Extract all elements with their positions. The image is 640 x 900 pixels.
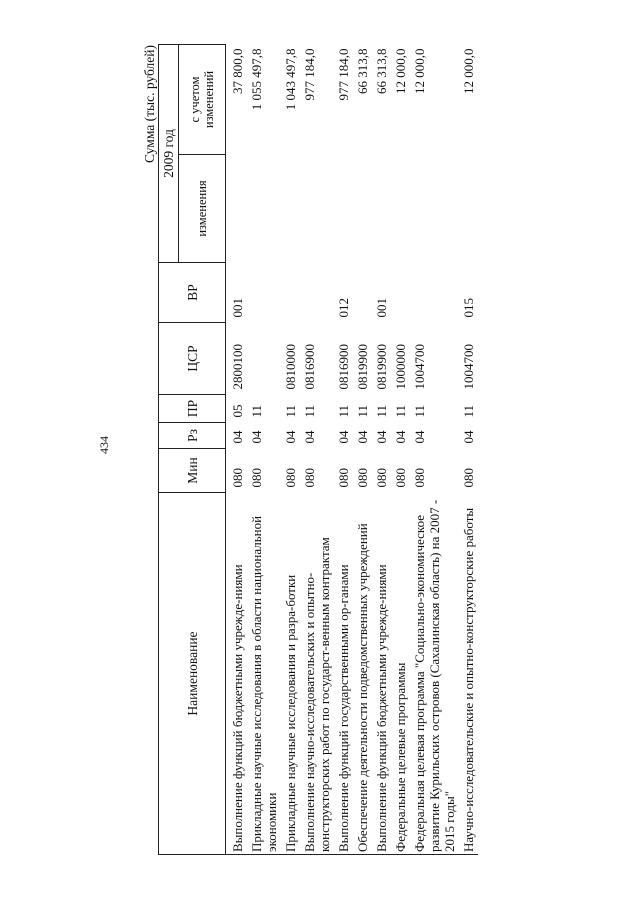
cell-min: 080: [355, 468, 370, 488]
header-name: Наименование: [159, 493, 226, 855]
cell-pr: 11: [302, 404, 317, 418]
cell-vr: [391, 263, 410, 323]
cell-vr: 012: [336, 298, 351, 318]
cell-csr: 0816900: [302, 344, 317, 390]
cell-csr: 0810000: [283, 344, 298, 390]
table-row: [410, 45, 459, 855]
header-min: Мин: [159, 449, 226, 493]
table-row: [391, 45, 410, 855]
cell-with-changes: 12 000,0: [393, 48, 408, 94]
cell-csr: 2800100: [230, 344, 245, 390]
table-row: [281, 45, 300, 855]
cell-rz: 04: [336, 430, 351, 444]
cell-min: 080: [393, 468, 408, 488]
cell-csr: 0816900: [336, 344, 351, 390]
cell-vr: [353, 263, 372, 323]
cell-rz: 04: [374, 430, 389, 444]
cell-with-changes: 977 184,0: [336, 48, 351, 101]
cell-min: 080: [336, 468, 351, 488]
cell-vr: [247, 263, 281, 323]
cell-csr: 0819900: [355, 344, 370, 390]
table-body: [226, 45, 479, 855]
cell-name: Выполнение функций государственными ор-ганами: [334, 493, 353, 855]
cell-with-changes: 977 184,0: [302, 48, 317, 101]
table-row: [226, 45, 248, 855]
cell-name: Прикладные научные исследования в области национальной экономики: [247, 493, 281, 855]
cell-with-changes: 1 043 497,8: [283, 48, 298, 111]
cell-with-changes: 66 313,8: [355, 48, 370, 94]
page-number: 434: [97, 436, 111, 454]
cell-name: Федеральная целевая программа "Социально-экономическое развитие Курильских островов (Сахалинская область) на 2007 - 2015 годы": [410, 493, 459, 855]
table-row: [372, 45, 391, 855]
cell-rz: 04: [393, 430, 408, 444]
cell-name: Выполнение научно-исследовательских и опытно-конструкторских работ по государст-венным контрактам: [300, 493, 334, 855]
header-changes: изменения: [179, 155, 226, 263]
header-pr: ПР: [159, 395, 226, 423]
cell-pr: 11: [336, 404, 351, 418]
cell-min: 080: [302, 468, 317, 488]
header-with-changes: с учетом изменений: [179, 45, 226, 155]
cell-rz: 04: [461, 430, 476, 444]
cell-with-changes: 12 000,0: [412, 48, 427, 94]
cell-pr: 11: [412, 404, 427, 418]
cell-rz: 04: [230, 430, 245, 444]
cell-name: Федеральные целевые программы: [391, 493, 410, 855]
cell-changes: [391, 155, 410, 263]
table-row: [459, 45, 478, 855]
cell-min: 080: [283, 468, 298, 488]
cell-vr: 015: [461, 298, 476, 318]
table-row: [247, 45, 281, 855]
cell-min: 080: [230, 468, 245, 488]
cell-pr: 11: [249, 404, 264, 418]
cell-csr: 1000000: [393, 344, 408, 390]
cell-changes: [247, 155, 281, 263]
cell-vr: [281, 263, 300, 323]
cell-name: Выполнение функций бюджетными учрежде-ниями: [226, 493, 248, 855]
cell-pr: 05: [230, 404, 245, 418]
cell-rz: 04: [249, 430, 264, 444]
cell-vr: 001: [230, 298, 245, 318]
cell-changes: [300, 155, 334, 263]
cell-vr: [410, 263, 459, 323]
cell-changes: [459, 155, 478, 263]
cell-rz: 04: [302, 430, 317, 444]
header-rz: Рз: [159, 423, 226, 449]
cell-csr: 0819900: [374, 344, 389, 390]
table-row: [353, 45, 372, 855]
rotated-page: [60, 45, 620, 855]
cell-pr: 11: [393, 404, 408, 418]
cell-min: 080: [461, 468, 476, 488]
cell-min: 080: [412, 468, 427, 488]
cell-vr: 001: [374, 298, 389, 318]
header-csr: ЦСР: [159, 323, 226, 395]
cell-pr: 11: [283, 404, 298, 418]
cell-pr: 11: [461, 404, 476, 418]
cell-rz: 04: [283, 430, 298, 444]
cell-with-changes: 37 800,0: [230, 48, 245, 94]
budget-table: [158, 44, 478, 855]
cell-with-changes: 1 055 497,8: [249, 48, 264, 111]
header-year: 2009 год: [159, 45, 179, 263]
cell-min: 080: [249, 468, 264, 488]
cell-csr: [247, 323, 281, 395]
cell-changes: [281, 155, 300, 263]
cell-with-changes: 66 313,8: [374, 48, 389, 94]
table-row: [334, 45, 353, 855]
cell-name: Научно-исследовательские и опытно-конструкторские работы: [459, 493, 478, 855]
cell-name: Обеспечение деятельности подведомственных учреждений: [353, 493, 372, 855]
cell-vr: [300, 263, 334, 323]
cell-name: Прикладные научные исследования и разра-ботки: [281, 493, 300, 855]
cell-min: 080: [374, 468, 389, 488]
cell-rz: 04: [355, 430, 370, 444]
cell-changes: [410, 155, 459, 263]
cell-with-changes: 12 000,0: [461, 48, 476, 94]
cell-pr: 11: [374, 404, 389, 418]
cell-pr: 11: [355, 404, 370, 418]
header-vr: ВР: [159, 263, 226, 323]
cell-changes: [353, 155, 372, 263]
cell-changes: [226, 155, 248, 263]
cell-rz: 04: [412, 430, 427, 444]
units-caption: Сумма (тыс. рублей): [142, 45, 157, 163]
cell-name: Выполнение функций бюджетными учрежде-ниями: [372, 493, 391, 855]
cell-csr: 1004700: [412, 344, 427, 390]
table-row: [300, 45, 334, 855]
cell-changes: [372, 155, 391, 263]
cell-csr: 1004700: [461, 344, 476, 390]
cell-changes: [334, 155, 353, 263]
